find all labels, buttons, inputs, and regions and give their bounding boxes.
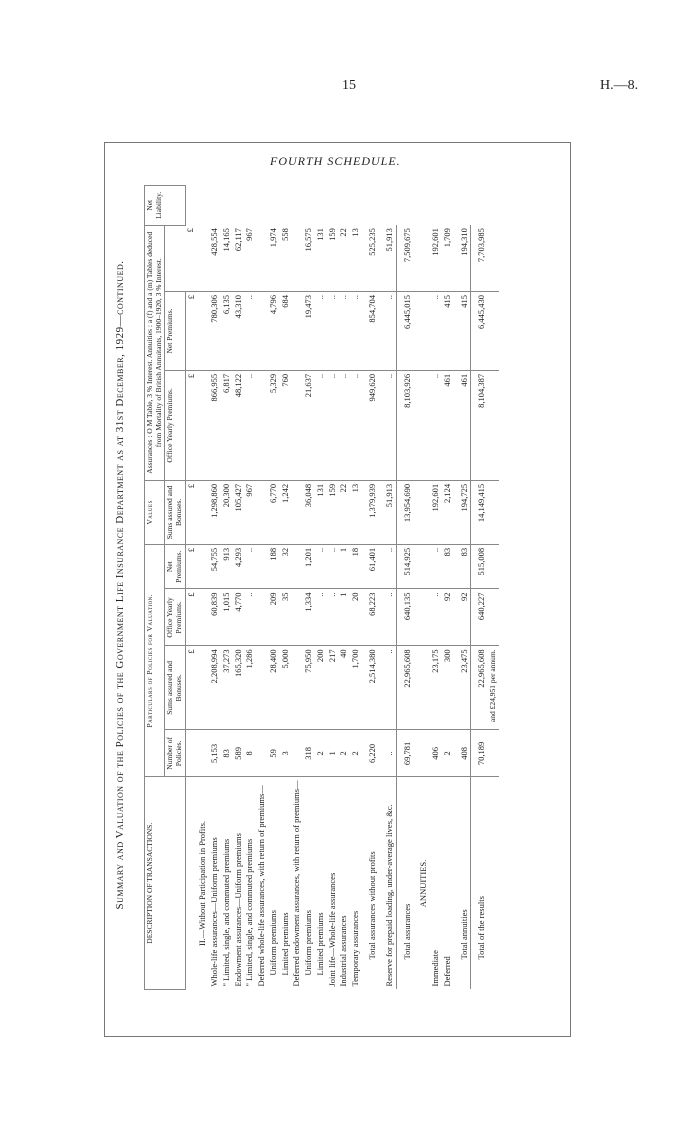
cell-value: ..	[315, 589, 327, 646]
cell-value: 4,770	[233, 589, 245, 646]
cell-value: 51,913	[379, 225, 396, 291]
row-label: Joint life—Whole-life assurances	[326, 872, 337, 987]
unit: £	[185, 544, 197, 589]
cell-value: ..	[379, 292, 396, 371]
cell-value: 760	[280, 370, 292, 480]
cell-value: 131	[315, 480, 327, 544]
cell-value: ..	[315, 370, 327, 480]
col-header-number: Number of Policies.	[165, 730, 185, 777]
cell-value: 37,273	[221, 646, 233, 730]
section-heading-row	[197, 186, 209, 990]
cell-value: 105,427	[233, 480, 245, 544]
cell-value	[291, 480, 303, 544]
cell-value: 7,509,675	[396, 225, 413, 291]
cell-value: 20,300	[221, 480, 233, 544]
cell-value: 92	[454, 589, 471, 646]
reserve-row	[379, 186, 396, 990]
table-row	[244, 186, 256, 990]
cell-value: 69,781	[396, 730, 413, 777]
cell-value: ..	[244, 370, 256, 480]
row-label: Total assurances without profits	[366, 851, 377, 960]
cell-value	[256, 480, 268, 544]
total-annuities-row	[454, 186, 471, 990]
unit: £	[185, 370, 197, 480]
valuation-table	[144, 185, 499, 990]
cell-value: 515,008	[471, 544, 488, 589]
empty-cell	[413, 292, 430, 371]
table-row	[221, 186, 233, 990]
cell-value: 525,235	[362, 225, 379, 291]
schedule-title: FOURTH SCHEDULE.	[270, 154, 401, 168]
row-label: Industrial assurances	[338, 915, 349, 987]
cell-value: ..	[244, 292, 256, 371]
row-label: Limited premiums	[279, 912, 290, 976]
cell-value: ..	[350, 370, 362, 480]
cell-value: 300	[442, 646, 454, 730]
cell-value: ..	[430, 292, 442, 371]
cell-value	[256, 225, 268, 291]
cell-value: 2	[315, 730, 327, 777]
empty-cell	[413, 480, 430, 544]
col-header-val-office: Office Yearly Premiums.	[165, 370, 185, 480]
cell-value: 13	[350, 480, 362, 544]
unit: £	[185, 646, 197, 730]
col-header-net-liability: Net Liability.	[145, 186, 186, 226]
cell-value: 8	[244, 730, 256, 777]
empty-cell	[488, 544, 499, 589]
cell-value: 83	[454, 544, 471, 589]
row-label: Limited premiums	[314, 912, 325, 976]
cell-value: 51,913	[379, 480, 396, 544]
cell-value: 217	[327, 646, 339, 730]
row-label: Deferred endowment assurances, with return of premiums—	[291, 780, 302, 987]
cell-value: 40	[338, 646, 350, 730]
cell-value: 22	[338, 225, 350, 291]
col-header-val-net: Net Premiums.	[165, 292, 185, 371]
cell-value: 14,149,415	[471, 480, 488, 544]
cell-value: 70,189	[471, 730, 488, 777]
cell-value: 461	[454, 370, 471, 480]
table-title: Summary and Valuation of the Policies of the Government Life Insurance Department as at 31st December, 1929—continued.	[114, 260, 126, 910]
rotated-valuation-table	[114, 180, 556, 990]
cell-value	[256, 370, 268, 480]
section-heading: II.—Without Participation in Profits.	[197, 820, 208, 946]
cell-value: 6,770	[268, 480, 280, 544]
cell-value: 36,048	[303, 480, 315, 544]
cell-value: ..	[430, 370, 442, 480]
cell-value: 21,637	[303, 370, 315, 480]
total-results-row	[471, 186, 488, 990]
row-label: Total assurances	[396, 777, 413, 990]
cell-value	[291, 225, 303, 291]
cell-value: 83	[221, 730, 233, 777]
cell-value: 684	[280, 292, 292, 371]
cell-value: 913	[221, 544, 233, 589]
cell-value: 5,153	[209, 730, 221, 777]
cell-value: 1,242	[280, 480, 292, 544]
cell-value: ..	[244, 544, 256, 589]
cell-value: 514,925	[396, 544, 413, 589]
row-label: Whole-life assurances—Uniform premiums	[209, 837, 220, 987]
cell-value: 209	[268, 589, 280, 646]
row-label: Uniform premiums	[267, 910, 278, 976]
cell-value: 22	[338, 480, 350, 544]
empty-cell	[488, 730, 499, 777]
cell-value: 589	[233, 730, 245, 777]
table-row	[280, 186, 292, 990]
cell-value: 28,400	[268, 646, 280, 730]
cell-value: ..	[244, 589, 256, 646]
subtotal-row	[362, 186, 379, 990]
cell-value: 854,704	[362, 292, 379, 371]
annuities-heading: ANNUITIES.	[418, 859, 429, 908]
table-row	[233, 186, 245, 990]
cell-value: 3	[280, 730, 292, 777]
cell-value: 2,124	[442, 480, 454, 544]
cell-value: 780,306	[209, 292, 221, 371]
cell-value: 22,965,608	[396, 646, 413, 730]
description-header: DESCRIPTION OF TRANSACTIONS.	[145, 777, 186, 990]
table-row	[256, 186, 268, 990]
cell-value: 1,015	[221, 589, 233, 646]
row-label: Temporary assurances	[350, 910, 361, 987]
cell-value: 54,755	[209, 544, 221, 589]
cell-value: 6,220	[362, 730, 379, 777]
annuity-row	[442, 186, 454, 990]
cell-value: 1,286	[244, 646, 256, 730]
cell-value	[291, 370, 303, 480]
cell-value: 406	[430, 730, 442, 777]
cell-value	[256, 589, 268, 646]
row-label: Immediate	[430, 950, 441, 987]
cell-value: 20	[350, 589, 362, 646]
cell-value: ..	[379, 646, 396, 730]
cell-value: ..	[327, 544, 339, 589]
cell-value: 640,135	[396, 589, 413, 646]
cell-value: 2,514,380	[362, 646, 379, 730]
col-header-sums: Sums assured and Bonuses.	[165, 646, 185, 730]
units-row	[185, 186, 197, 990]
empty-cell	[413, 225, 430, 291]
row-label: Deferred whole-life assurances, with return of premiums—	[256, 785, 267, 987]
assurances-basis-header: Assurances : O M Table, 3 % Interest. Annuities : a (f) and a (m) Tables deduced from Mortality of British Annuitants, 1900–1920, 3 % Interest.	[145, 225, 165, 480]
cell-value: 949,620	[362, 370, 379, 480]
cell-value: 7,703,985	[471, 225, 488, 291]
cell-value: 19,473	[303, 292, 315, 371]
cell-value: 6,817	[221, 370, 233, 480]
cell-value: 59	[268, 730, 280, 777]
annuity-note: and £24,951 per annum.	[488, 646, 499, 730]
cell-value: 60,839	[209, 589, 221, 646]
empty-cell	[488, 292, 499, 371]
cell-value: 188	[268, 544, 280, 589]
cell-value: ..	[315, 292, 327, 371]
cell-value	[256, 292, 268, 371]
cell-value: 22,965,608	[471, 646, 488, 730]
empty-cell	[413, 370, 430, 480]
total-assurances-row	[396, 186, 413, 990]
cell-value: ..	[327, 292, 339, 371]
cell-value: 1,201	[303, 544, 315, 589]
empty-cell	[488, 777, 499, 990]
cell-value: 48,122	[233, 370, 245, 480]
cell-value: 35	[280, 589, 292, 646]
cell-value: 23,475	[454, 646, 471, 730]
empty-cell	[488, 480, 499, 544]
cell-value: 1,379,939	[362, 480, 379, 544]
cell-value: 967	[244, 480, 256, 544]
unit	[185, 730, 197, 777]
cell-value: 75,950	[303, 646, 315, 730]
cell-value: ..	[327, 370, 339, 480]
cell-value: 866,955	[209, 370, 221, 480]
row-label: Reserve for prepaid loading, under-average lives, &c.	[383, 804, 394, 987]
values-header: Values	[145, 480, 165, 544]
empty-cell	[413, 646, 430, 730]
cell-value: 6,135	[221, 292, 233, 371]
row-label: Total annuities	[458, 909, 469, 960]
cell-value: 1,700	[350, 646, 362, 730]
total-results-note-row	[488, 186, 499, 990]
cell-value: 640,227	[471, 589, 488, 646]
table-row	[350, 186, 362, 990]
cell-value: 194,725	[454, 480, 471, 544]
row-label: Endowment assurances—Uniform premiums	[232, 833, 243, 987]
cell-value: 68,223	[362, 589, 379, 646]
cell-value: 32	[280, 544, 292, 589]
cell-value: 131	[315, 225, 327, 291]
col-header-office: Office Yearly Premiums.	[165, 589, 185, 646]
particulars-header: Particulars of Policies for Valuation.	[145, 544, 165, 777]
cell-value: 1,709	[442, 225, 454, 291]
cell-value: 408	[454, 730, 471, 777]
empty-cell	[413, 544, 430, 589]
unit: £	[185, 225, 197, 291]
cell-value: 16,575	[303, 225, 315, 291]
cell-value: ..	[315, 544, 327, 589]
cell-value: 1,334	[303, 589, 315, 646]
empty-cell	[488, 225, 499, 291]
cell-value: 13,954,690	[396, 480, 413, 544]
cell-value: 967	[244, 225, 256, 291]
cell-value	[256, 544, 268, 589]
empty-cell	[413, 589, 430, 646]
empty-cell	[488, 370, 499, 480]
table-row	[291, 186, 303, 990]
cell-value: 1,974	[268, 225, 280, 291]
cell-value: 194,310	[454, 225, 471, 291]
table-row	[338, 186, 350, 990]
cell-value: 18	[350, 544, 362, 589]
row-label: Total of the results	[471, 777, 488, 990]
annuity-row	[430, 186, 442, 990]
table-row	[268, 186, 280, 990]
unit: £	[185, 480, 197, 544]
col-header-net: Net Premiums.	[165, 544, 185, 589]
cell-value: 4,796	[268, 292, 280, 371]
cell-value: 415	[442, 292, 454, 371]
cell-value: 43,310	[233, 292, 245, 371]
cell-value	[291, 292, 303, 371]
annuities-heading-row	[413, 186, 430, 990]
cell-value: 200	[315, 646, 327, 730]
cell-value: ..	[430, 544, 442, 589]
cell-value: 2	[350, 730, 362, 777]
cell-value: 461	[442, 370, 454, 480]
cell-value: 5,000	[280, 646, 292, 730]
cell-value: 5,329	[268, 370, 280, 480]
row-label: Uniform premiums	[303, 910, 314, 976]
cell-value: 2	[442, 730, 454, 777]
cell-value: 2,208,994	[209, 646, 221, 730]
cell-value: 1	[338, 544, 350, 589]
cell-value: 4,293	[233, 544, 245, 589]
cell-value: ..	[379, 370, 396, 480]
table-row	[327, 186, 339, 990]
cell-value	[291, 730, 303, 777]
cell-value	[291, 589, 303, 646]
cell-value: 14,165	[221, 225, 233, 291]
cell-value: 159	[327, 480, 339, 544]
cell-value: 6,445,015	[396, 292, 413, 371]
unit: £	[185, 589, 197, 646]
row-label: " Limited, single, and commuted premiums	[244, 838, 255, 987]
cell-value: 1	[338, 589, 350, 646]
cell-value: 558	[280, 225, 292, 291]
cell-value: ..	[379, 730, 396, 777]
cell-value: 8,103,926	[396, 370, 413, 480]
cell-value: 83	[442, 544, 454, 589]
cell-value: ..	[379, 589, 396, 646]
cell-value: 192,601	[430, 480, 442, 544]
unit: £	[185, 292, 197, 371]
cell-value: 8,104,387	[471, 370, 488, 480]
cell-value: ..	[327, 589, 339, 646]
cell-value: 192,601	[430, 225, 442, 291]
cell-value: 1,298,860	[209, 480, 221, 544]
table-row	[209, 186, 221, 990]
cell-value	[291, 646, 303, 730]
table-row	[303, 186, 315, 990]
cell-value: 6,445,430	[471, 292, 488, 371]
page-number: 15	[342, 78, 356, 93]
cell-value: 159	[327, 225, 339, 291]
cell-value: 62,117	[233, 225, 245, 291]
cell-value: ..	[350, 292, 362, 371]
cell-value: 428,554	[209, 225, 221, 291]
row-label: " Limited, single, and commuted premiums	[220, 838, 231, 987]
col-header-val-sums: Sums assured and Bonuses.	[165, 480, 185, 544]
cell-value: 415	[454, 292, 471, 371]
cell-value: 1	[327, 730, 339, 777]
cell-value	[256, 646, 268, 730]
empty-cell	[488, 589, 499, 646]
cell-value	[256, 730, 268, 777]
cell-value: ..	[430, 589, 442, 646]
cell-value: 165,320	[233, 646, 245, 730]
cell-value: 61,401	[362, 544, 379, 589]
cell-value: 2	[338, 730, 350, 777]
empty-cell	[413, 730, 430, 777]
cell-value: ..	[379, 544, 396, 589]
table-row	[315, 186, 327, 990]
page-reference: H.—8.	[600, 78, 639, 93]
cell-value: 318	[303, 730, 315, 777]
cell-value: 23,175	[430, 646, 442, 730]
cell-value: ..	[338, 292, 350, 371]
cell-value: ..	[338, 370, 350, 480]
row-label: Deferred	[441, 956, 452, 987]
cell-value: 92	[442, 589, 454, 646]
cell-value: 13	[350, 225, 362, 291]
cell-value	[291, 544, 303, 589]
